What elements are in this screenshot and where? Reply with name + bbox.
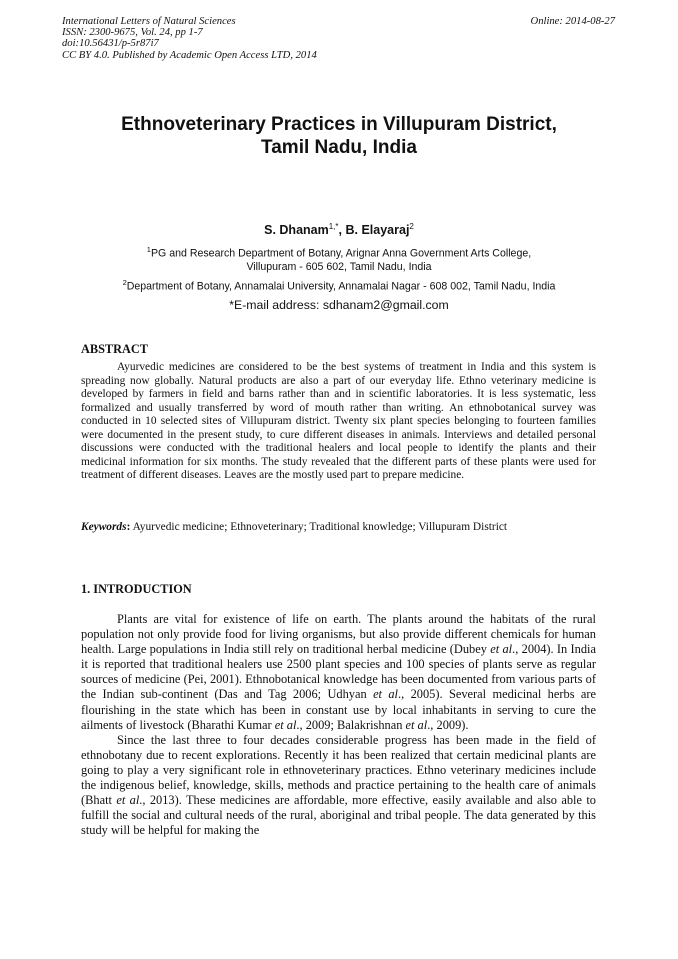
- text-run: ., 2009; Balakrishnan: [296, 717, 406, 732]
- affiliation-1-line-2: Villupuram - 605 602, Tamil Nadu, India: [246, 261, 432, 274]
- et-al-citation: et al: [274, 717, 297, 732]
- affiliation-1-mark: 1: [146, 245, 151, 254]
- author-1-affil-mark: 1,*: [328, 222, 339, 231]
- title-line-2: Tamil Nadu, India: [261, 137, 417, 158]
- journal-header: [62, 16, 317, 61]
- author-separator: ,: [338, 223, 346, 238]
- et-al-citation: et al: [405, 717, 428, 732]
- text-run: ., 2009).: [427, 717, 469, 732]
- abstract-text: Ayurvedic medicines are considered to be the best systems of treatment in India and this system is spreading now globally. Natural products are also a part of our everyday life. Ethno veterinary medicine is developed by farmers in field and barns rather than and in scientific laboratories. It is less systematic, less formalized and usually transferred by word of mouth rather than writing. An ethnobotanical survey was conducted in 10 selected sites of Villupuram district. Twenty six plant species belonging to fourteen families were documented in the present study, to cure different diseases in animals. Interviews and detailed personal discussions were conducted with the traditional healers and local people to identify the plants and their medicinal information for six months. The study revealed that the different parts of these plants were used for treatment of different diseases. Leaves are the mostly used part to prepare medicine.: [81, 361, 596, 481]
- journal-name: International Letters of Natural Sciences: [62, 16, 236, 27]
- text-run: ., 2013). These medicines are affordable, more effective, easily available and also able to fulfill the social and cultural needs of the rural, aboriginal and tribal people. The data generated by this study will be helpful for making the: [81, 793, 596, 838]
- introduction-paragraph-2: [81, 733, 596, 839]
- et-al-citation: et al: [490, 642, 513, 657]
- keywords-text: Ayurvedic medicine; Ethnoveterinary; Traditional knowledge; Villupuram District: [130, 521, 508, 533]
- author-list: [80, 219, 598, 238]
- et-al-citation: et al: [116, 793, 140, 808]
- journal-doi: doi:10.56431/p-5r87i7: [62, 38, 159, 50]
- introduction-paragraph-1: [81, 612, 596, 733]
- et-al-citation: et al: [373, 687, 399, 702]
- journal-issn: ISSN: 2300-9675, Vol. 24, pp 1-7: [62, 27, 203, 39]
- corresponding-email: *E-mail address: sdhanam2@gmail.com: [229, 298, 449, 312]
- affiliation-2-mark: 2: [122, 278, 127, 287]
- author-2-affil-mark: 2: [409, 222, 414, 231]
- text-run: Plants are vital for existence of life on earth. The plants around the habitats of the rural population not only provide food for living organisms, but also provide different chemicals for human health. Large populations in India still rely on traditional herbal medicine (Dubey: [81, 612, 596, 657]
- text-run: ., 2005). Several medicinal herbs are flourishing in the state which has been in constant use by local inhabitants in serving to cure the ailments of livestock (Bharathi Kumar: [81, 687, 596, 732]
- keywords-label: Keywords: [81, 521, 127, 533]
- abstract-heading: ABSTRACT: [81, 342, 148, 356]
- journal-license: CC BY 4.0. Published by Academic Open Access LTD, 2014: [62, 49, 317, 61]
- author-2: B. Elayaraj: [345, 223, 410, 238]
- section-heading-introduction: 1. INTRODUCTION: [81, 582, 192, 596]
- paper-title: [80, 113, 598, 159]
- affiliation-2-line-1: Department of Botany, Annamalai University, Annamalai Nagar - 608 002, Tamil Nadu, India: [126, 280, 556, 293]
- text-run: ., 2004). In India it is reported that traditional healers use 2500 plant species and 100 species of plants serve as regular sources of medicine (Pei, 2001). Ethnobotanical knowledge has been documented from various parts of the Indian sub-continent (Das and Tag 2006; Udhyan: [81, 642, 596, 702]
- title-line-1: Ethnoveterinary Practices in Villupuram District,: [121, 114, 557, 135]
- text-run: Since the last three to four decades considerable progress has been made in the field of ethnobotany due to recent explorations. Recently it has been realized that certain medicinal plants are going to play a very significant role in ethnoveterinary practices. Ethno veterinary medicines include the indigenous belief, knowledge, skills, methods and practice pertaining to the health care of animals (Bhatt: [81, 732, 596, 808]
- affiliation-1-line-1: PG and Research Department of Botany, Arignar Anna Government Arts College,: [150, 247, 532, 260]
- author-1: S. Dhanam: [264, 223, 329, 238]
- introduction-body: [81, 612, 596, 838]
- keywords: [81, 521, 596, 535]
- online-date: Online: 2014-08-27: [530, 16, 615, 27]
- affiliation-2: [60, 276, 618, 294]
- keywords-colon: :: [126, 521, 131, 533]
- affiliation-1: [60, 243, 618, 275]
